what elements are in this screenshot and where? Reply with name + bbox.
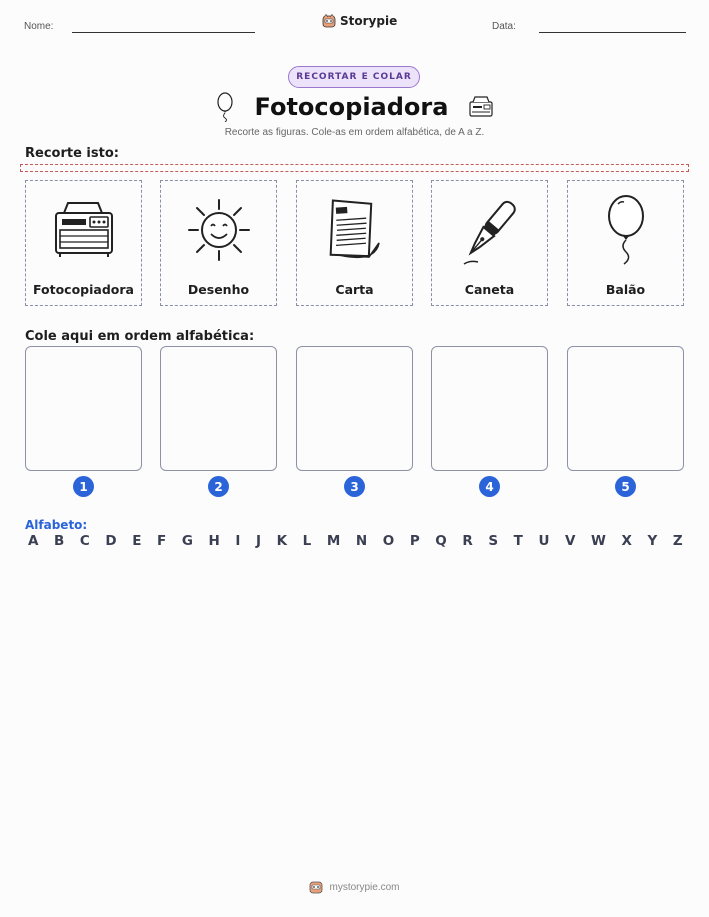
brand-logo: [322, 14, 397, 28]
page-title-row: [0, 92, 709, 122]
card-label: Carta: [335, 282, 374, 297]
cut-line: [20, 164, 689, 172]
slot-number-5: 5: [615, 476, 636, 497]
alphabet-letter: H: [208, 533, 220, 549]
alphabet-letter: L: [302, 533, 312, 549]
card-label: Caneta: [464, 282, 515, 297]
alphabet-letter: U: [538, 533, 550, 549]
cut-card-caneta[interactable]: [431, 180, 548, 306]
card-label: Fotocopiadora: [33, 282, 134, 297]
alphabet-letter: K: [276, 533, 288, 549]
alphabet-letter: N: [355, 533, 368, 549]
slot-number-4: 4: [479, 476, 500, 497]
cut-card-balao[interactable]: [567, 180, 684, 306]
alphabet-letter: B: [54, 533, 65, 549]
alphabet-letter: G: [181, 533, 193, 549]
photocopier-icon: [468, 95, 494, 119]
activity-badge: RECORTAR E COLAR: [288, 66, 420, 88]
footer-site: mystorypie.com: [329, 881, 400, 893]
paste-slot-2[interactable]: [160, 346, 277, 471]
cut-card-desenho[interactable]: [160, 180, 277, 306]
alphabet-letter: E: [132, 533, 142, 549]
brand-name: Storypie: [340, 14, 398, 28]
paste-slot-5[interactable]: [567, 346, 684, 471]
photocopier-icon: [52, 199, 116, 261]
alphabet-letter: W: [591, 533, 606, 549]
name-field[interactable]: [72, 32, 255, 33]
alphabet-letter: C: [79, 533, 90, 549]
storypie-mascot-icon: [322, 14, 336, 28]
alphabet-letter: A: [28, 533, 39, 549]
date-label: Data:: [492, 21, 516, 32]
alphabet-letter: V: [565, 533, 576, 549]
alphabet-letter: S: [488, 533, 499, 549]
slot-number-3: 3: [344, 476, 365, 497]
letter-icon: [325, 195, 385, 265]
alphabet-letter: D: [105, 533, 117, 549]
balloon-icon: [215, 92, 235, 122]
alphabet-letter: M: [326, 533, 341, 549]
alphabet-letter: R: [462, 533, 473, 549]
fountain-pen-icon: [460, 194, 520, 266]
alphabet-letter: Q: [435, 533, 447, 549]
alphabet-letter: O: [382, 533, 395, 549]
paste-slot-4[interactable]: [431, 346, 548, 471]
alphabet-letter: T: [513, 533, 523, 549]
footer: [0, 880, 709, 894]
paste-heading: Cole aqui em ordem alfabética:: [25, 329, 255, 344]
alphabet-letter: Z: [672, 533, 683, 549]
alphabet-letter: X: [621, 533, 632, 549]
slot-number-1: 1: [73, 476, 94, 497]
paste-slot-3[interactable]: [296, 346, 413, 471]
alphabet-letter: P: [409, 533, 420, 549]
cut-heading: Recorte isto:: [25, 146, 119, 161]
alphabet-letter: J: [256, 533, 262, 549]
slot-number-2: 2: [208, 476, 229, 497]
balloon-icon: [604, 194, 648, 266]
instructions: Recorte as figuras. Cole-as em ordem alfabética, de A a Z.: [224, 127, 485, 138]
cut-card-carta[interactable]: [296, 180, 413, 306]
alphabet-letter: I: [235, 533, 241, 549]
name-label: Nome:: [24, 21, 54, 32]
alphabet-heading: Alfabeto:: [25, 518, 88, 532]
alphabet-row: [28, 533, 683, 549]
card-label: Desenho: [187, 282, 250, 297]
sun-drawing-icon: [186, 197, 252, 263]
date-field[interactable]: [539, 32, 686, 33]
alphabet-letter: F: [157, 533, 167, 549]
cut-card-fotocopiadora[interactable]: [25, 180, 142, 306]
alphabet-letter: Y: [647, 533, 658, 549]
paste-slot-1[interactable]: [25, 346, 142, 471]
card-label: Balão: [605, 282, 646, 297]
page-title: Fotocopiadora: [254, 93, 449, 121]
storypie-mascot-icon: [309, 880, 323, 894]
